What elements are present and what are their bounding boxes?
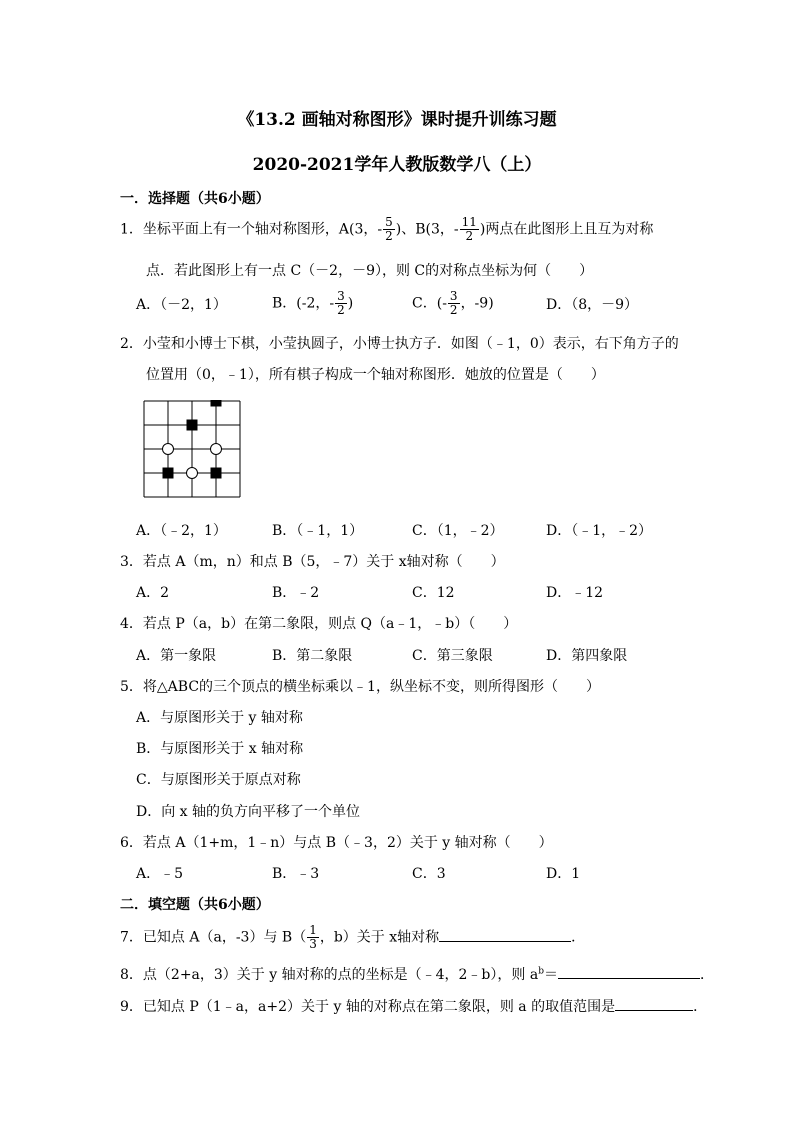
section-heading-choice: 一．选择题（共6小题）	[120, 191, 270, 207]
q3-option-c: C．12	[412, 585, 455, 601]
question-6: 6．若点 A（1+m，1﹣n）与点 B（﹣3，2）关于 y 轴对称（ ）	[120, 835, 553, 851]
question-9: 9．已知点 P（1﹣a，a+2）关于 y 轴的对称点在第二象限，则 a 的取值范围是 ．	[120, 996, 707, 1016]
q4-option-a: A．第一象限	[136, 648, 217, 664]
q1-option-b: B．(-2，- $\frac{3}{2}$ )	[272, 289, 354, 317]
q7-fraction: $\frac{1}{3}$	[309, 923, 317, 951]
question-2-line-1: 2．小莹和小博士下棋，小莹执圆子，小博士执方子．如图（﹣1，0）表示，右下角方子的	[120, 336, 679, 352]
question-7: 7．已知点 A（a，-3）与 B（ $\frac{1}{3}$ ，b）关于 x轴对称 ．	[120, 923, 586, 951]
q9-answer-blank[interactable]	[615, 996, 693, 1011]
circle-piece	[187, 468, 198, 479]
section-heading-fill: 二．填空题（共6小题）	[120, 897, 270, 913]
q7-answer-blank[interactable]	[439, 927, 571, 942]
q5-option-d: D．向 x 轴的负方向平移了一个单位	[136, 804, 361, 820]
q5-option-c: C．与原图形关于原点对称	[136, 772, 301, 788]
q1-text-post: )两点在此图形上且互为对称	[479, 221, 654, 238]
square-piece	[163, 468, 174, 479]
q5-option-b: B．与原图形关于 x 轴对称	[136, 741, 304, 757]
q6-option-c: C．3	[412, 866, 446, 882]
q2-option-b: B．（﹣1，1）	[272, 523, 364, 539]
q1-text-mid: )、B(3，	[395, 221, 454, 238]
question-8: 8．点（2+a，3）关于 y 轴对称的点的坐标是（﹣4，2﹣b），则 $a^b=$ ．	[120, 964, 714, 984]
q5-option-a: A．与原图形关于 y 轴对称	[136, 710, 303, 726]
q3-option-a: A．2	[136, 585, 170, 601]
q2-option-d: D．（﹣1，﹣2）	[546, 523, 653, 539]
q6-option-d: D．1	[546, 866, 581, 882]
q4-option-b: B．第二象限	[272, 648, 353, 664]
square-piece	[187, 420, 198, 431]
square-piece	[211, 400, 222, 407]
question-4: 4．若点 P（a，b）在第二象限，则点 Q（a﹣1，﹣b）（ ）	[120, 616, 518, 632]
question-2-line-2: 位置用（0，﹣1），所有棋子构成一个轴对称图形．她放的位置是（ ）	[146, 367, 605, 383]
document-title: 《13.2 画轴对称图形》课时提升训练习题	[237, 110, 557, 130]
q1-text-pre: 1．	[120, 221, 143, 238]
chess-board-figure	[143, 400, 241, 498]
q4-option-c: C．第三象限	[412, 648, 493, 664]
q1-fraction-b: $\frac{11}{2}$	[461, 215, 477, 243]
q2-option-a: A．（﹣2，1）	[136, 523, 227, 539]
question-5: 5．将△ABC的三个顶点的横坐标乘以﹣1，纵坐标不变，则所得图形（ ）	[120, 679, 600, 695]
q1-fraction-a: $\frac{5}{2}$	[385, 215, 393, 243]
circle-piece	[163, 444, 174, 455]
q3-option-b: B．﹣2	[272, 585, 320, 601]
q6-option-a: A．﹣5	[136, 866, 184, 882]
q6-option-b: B．﹣3	[272, 866, 320, 882]
q1-text-pre2: 坐标平面上有一个轴对称图形，A(3，	[142, 221, 378, 238]
q2-option-c: C．（1，﹣2）	[412, 523, 504, 539]
q1-option-c: C．(- $\frac{3}{2}$ ，-9)	[412, 289, 494, 317]
q1-option-a: A．（－2，1）	[136, 297, 227, 313]
q4-option-d: D．第四象限	[546, 648, 628, 664]
q1-option-d: D．（8，－9）	[546, 297, 639, 313]
question-1-line-2: 点．若此图形上有一点 C（－2，－9），则 C的对称点坐标为何（ ）	[146, 263, 594, 279]
q3-option-d: D．﹣12	[546, 585, 604, 601]
question-3: 3．若点 A（m，n）和点 B（5，﹣7）关于 x轴对称（ ）	[120, 554, 505, 570]
q8-answer-blank[interactable]	[558, 964, 700, 979]
document-subtitle: 2020-2021学年人教版数学八（上）	[252, 155, 542, 175]
square-piece	[211, 468, 222, 479]
question-1-line-1: 1．坐标平面上有一个轴对称图形，A(3，- $\frac{5}{2}$ )、B(3，- $\frac{11}{2}$ )两点在此图形上且互为对称	[120, 215, 654, 243]
circle-piece	[211, 444, 222, 455]
